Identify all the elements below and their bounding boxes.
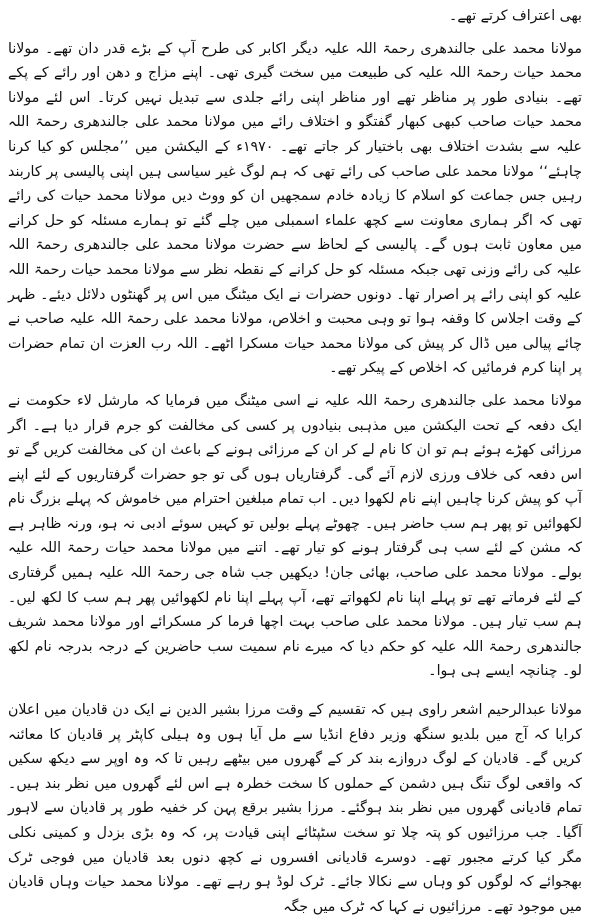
paragraph-election-disagreement: مولانا محمد علی جالندھری رحمۃ اللہ علیہ دیگر اکابر کی طرح آپ کے بڑے قدر دان تھے۔ مولانا محمد حیات رحمۃ اللہ علیہ کی طبیعت میں سخت گیری تھی۔ اپنے مزاج و دھن اور رائے کے پکے تھے۔ بنیادی طور پر مناظر تھے اور مناظر اپنی رائے جلدی سے تبدیل نہیں کرتا۔ اس لئے مولانا محمد حیات صاحب کبھی کبھار گفتگو و اختلاف رائے میں مولانا محمد علی جالندھری رحمۃ اللہ علیہ سے بشدت اختلاف بھی باختیار کر جاتے تھے۔ ۱۹۷۰ء کے الیکشن میں ’’مجلس کو کیا کرنا چاہئے‘‘ مولانا محمد علی صاحب کی رائے تھی کہ ہم لوگ غیر سیاسی ہیں اپنی پالیسی پر کاربند رہیں جس جماعت کو اسلام کا زیادہ خادم سمجھیں ان کو ووٹ دیں مولانا محمد حیات کی رائے تھی کہ اگر ہماری معاونت سے کچھ علماء اسمبلی میں چلے گئے تو ہمارے مسئلہ کو حل کرانے میں معاون ثابت ہوں گے۔ پالیسی کے لحاظ سے حضرت مولانا محمد علی جالندھری رحمۃ اللہ علیہ کی رائے وزنی تھی جبکہ مسئلہ کو حل کرانے کے نقطہ نظر سے مولانا محمد حیات رحمۃ اللہ علیہ کو اپنی رائے پر اصرار تھا۔ دونوں حضرات نے ایک میٹنگ میں اس پر گھنٹوں دلائل دیئے۔ ظہر کے وقت اجلاس کا وقفہ ہوا تو وہی محبت و اخلاص، مولانا محمد علی رحمۃ اللہ علیہ صاحب نے چائے پیالی میں ڈال کر پیش کی مولانا محمد حیات مسکرا اٹھے۔ اللہ رب العزت ان تمام حضرات پر اپنا کرم فرمائیں کہ اخلاص کے پیکر تھے۔ (8, 40, 583, 377)
paragraph-arrest-volunteers: مولانا محمد علی جالندھری رحمۃ اللہ علیہ نے اسی میٹنگ میں فرمایا کہ مارشل لاء حکومت نے ایک دفعہ کے تحت الیکشن میں مذہبی بنیادوں پر کسی کی مخالفت کو جرم قرار دیا ہے۔ اگر مرزائی کھڑے ہوئے ہم تو ان کا نام لے کر ان کے مرزائی ہونے کے باعث ان کی مخالفت کریں گے تو اس دفعہ کی خلاف ورزی لازم آئے گی۔ گرفتاریاں ہوں گی تو جو حضرات گرفتاریوں کے لئے اپنے آپ کو پیش کرنا چاہیں اپنے نام لکھوا دیں۔ اب تمام مبلغین احترام میں خاموش کہ پہلے بزرگ نام لکھوائیں تو پھر ہم سب حاضر ہیں۔ چھوٹے پہلے بولیں تو کہیں سوئے ادبی نہ ہو، ورنہ ظاہر ہے کہ مشن کے لئے سب ہی گرفتار ہونے کو تیار تھے۔ اتنے میں مولانا محمد حیات رحمۃ اللہ علیہ بولے۔ مولانا محمد علی صاحب، بھائی جان! دیکھیں جب شاہ جی رحمۃ اللہ علیہ ہمیں گرفتاری کے لئے فرماتے تھے تو پہلے اپنا نام لکھواتے تھے، آپ پہلے اپنا نام لکھوائیں پھر ہم سب کا لکھ لیں۔ ہم سب تیار ہیں۔ مولانا محمد علی صاحب بہت اچھا فرما کر مسکرائے اور مولانا محمد شریف جالندھری رحمۃ اللہ علیہ کو حکم دیا کہ میرے نام سمیت سب حاضرین کے درجہ بدرجہ نام لکھ لو۔ چنانچہ ایسے ہی ہوا۔ (8, 392, 582, 680)
paragraph-qadian-partition: مولانا عبدالرحیم اشعر راوی ہیں کہ تقسیم کے وقت مرزا بشیر الدین نے ایک دن قادیان میں اعلان کرایا کہ آج میں بلدیو سنگھ وزیر دفاع انڈیا سے مل آیا ہوں وہ ہیلی کاپٹر پر قادیان کا معائنہ کریں گے۔ قادیان کے لوگ دروازے بند کر کے گھروں میں بیٹھے رہیں تا کہ وہ اوپر سے دیکھ سکیں کہ واقعی لوگ تنگ ہیں دشمن کے حملوں کا سخت خطرہ ہے اس لئے گھروں میں نظر بند ہیں۔ تمام قادیانی گھروں میں نظر بند ہوگئے۔ مرزا بشیر برقع پہن کر خفیہ طور پر قادیان سے لاہور آگیا۔ جب مرزائیوں کو پتہ چلا تو سخت سٹپٹائے اپنی قیادت پر، کہ وہ بڑی بزدل و کمینی نکلی مگر کیا کرتے مجبور تھے۔ دوسرے قادیانی افسروں نے کچھ دنوں بعد قادیان میں فوجی ٹرک بھجوائے کہ لوگوں کو وہاں سے نکالا جائے۔ ٹرک لوڈ ہو رہے تھے۔ مولانا محمد حیات وہاں قادیان میں موجود تھے۔ مرزائیوں نے کہا کہ ٹرک میں جگہ (8, 702, 582, 915)
paragraph-intro-fragment: بھی اعتراف کرتے تھے۔ (449, 8, 582, 24)
